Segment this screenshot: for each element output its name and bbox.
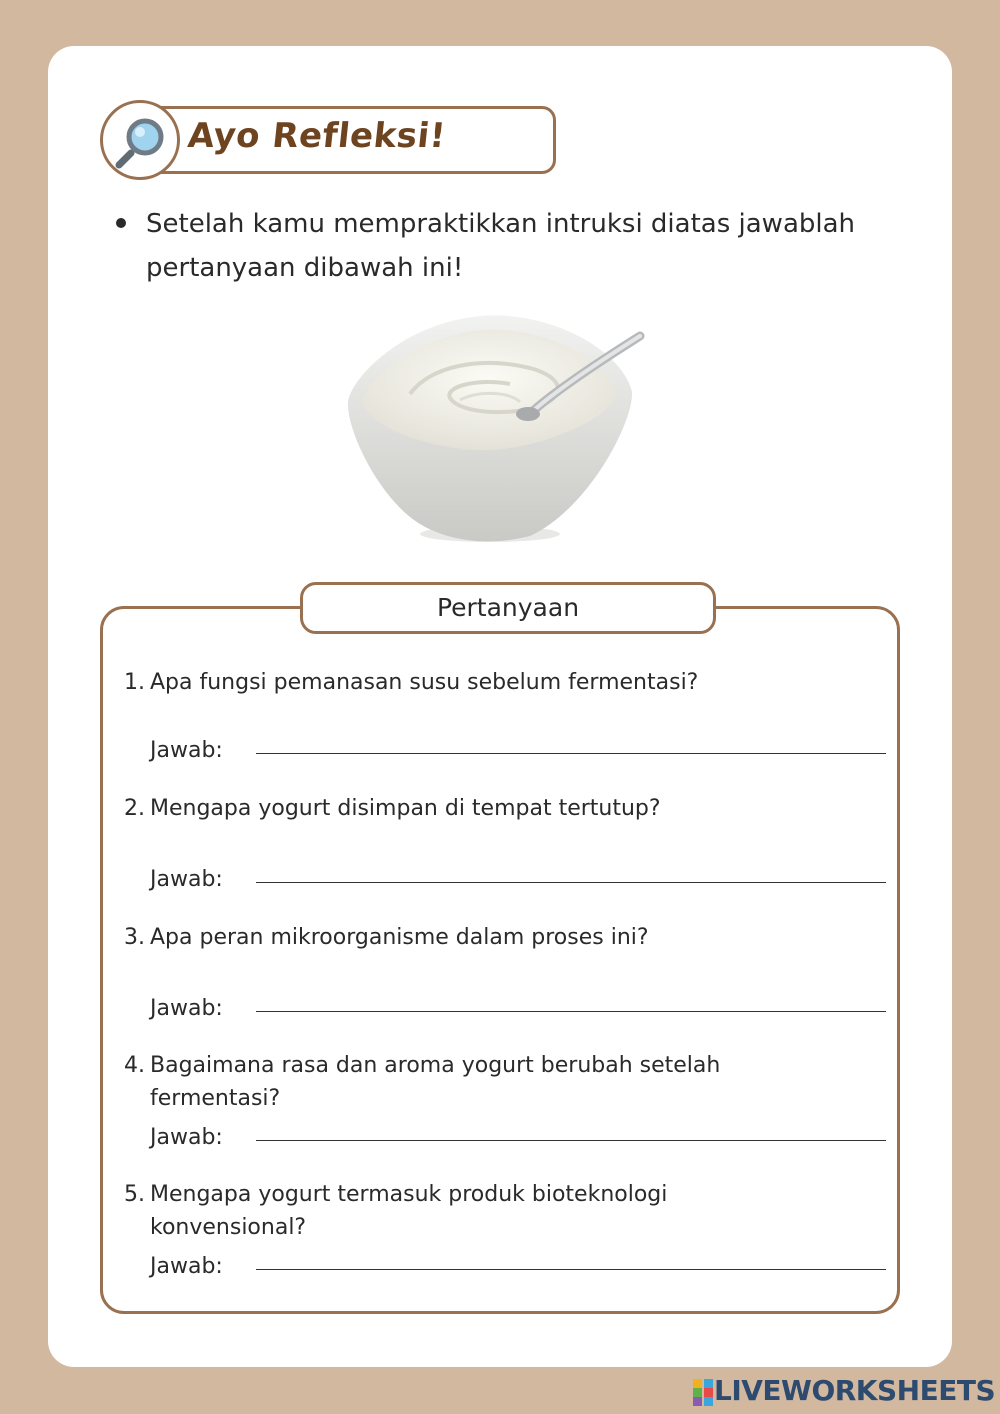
- answer-field-5[interactable]: [256, 1269, 886, 1270]
- questions-tab-label: Pertanyaan: [300, 582, 716, 634]
- answer-label: Jawab:: [150, 996, 223, 1021]
- question-number: 4.: [124, 1053, 145, 1078]
- liveworksheets-logo: [692, 1374, 995, 1408]
- page-title: Ayo Refleksi!: [185, 116, 448, 156]
- bullet-dot: [116, 218, 126, 228]
- header-icon-badge: [100, 100, 180, 180]
- question-number: 2.: [124, 796, 145, 821]
- answer-label: Jawab:: [150, 1125, 223, 1150]
- question-text: Bagaimana rasa dan aroma yogurt berubah setelah fermentasi?: [150, 1053, 721, 1111]
- question-text: Apa fungsi pemanasan susu sebelum fermentasi?: [150, 670, 699, 695]
- yogurt-bowl-image: [340, 310, 660, 546]
- intro-instruction: Setelah kamu mempraktikkan intruksi diatas jawablah pertanyaan dibawah ini!: [146, 209, 856, 283]
- logo-squares-icon: [692, 1379, 714, 1406]
- answer-label: Jawab:: [150, 867, 223, 892]
- answer-field-3[interactable]: [256, 1011, 886, 1012]
- question-number: 5.: [124, 1182, 145, 1207]
- question-text: Mengapa yogurt termasuk produk bioteknologi konvensional?: [150, 1182, 668, 1240]
- answer-label: Jawab:: [150, 738, 223, 763]
- question-text: Apa peran mikroorganisme dalam proses ini?: [150, 925, 649, 950]
- question-number: 3.: [124, 925, 145, 950]
- question-number: 1.: [124, 670, 145, 695]
- question-text: Mengapa yogurt disimpan di tempat tertutup?: [150, 796, 661, 821]
- answer-label: Jawab:: [150, 1254, 223, 1279]
- answer-field-1[interactable]: [256, 753, 886, 754]
- brand-name: LIVEWORKSHEETS: [714, 1374, 996, 1407]
- answer-field-2[interactable]: [256, 882, 886, 883]
- magnifying-glass-icon: [113, 115, 169, 171]
- answer-field-4[interactable]: [256, 1140, 886, 1141]
